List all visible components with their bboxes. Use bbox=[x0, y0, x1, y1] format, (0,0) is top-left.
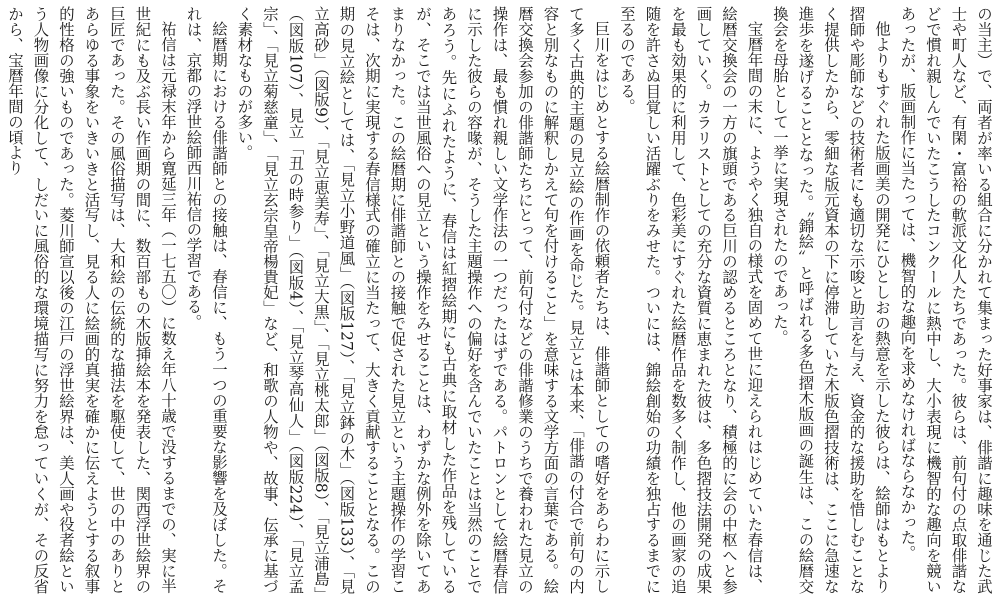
paragraph-1: の当主）で、両者が率いる組合に分かれて集まった好事家は、俳諧に趣味を通じた武士や町人など、有閑・富裕の軟派文化人たちであった。彼らは、前句付の点取俳諧などで慣れ親しんでいたこうしたコンクールに熱中し、大小表現に機智的な趣向を競いあったが、版画制作に当たっては、機智的な趣向を求めなければならなかった。 bbox=[898, 6, 993, 594]
paragraph-5: 絵暦期における俳諧師との接触は、春信に、もう一つの重要な影響を及ぼした。それは、京都の浮世絵師西川祐信の学習である。 bbox=[184, 6, 228, 594]
paragraph-3: 宝暦年間の末に、ようやく独自の様式を固めて世に迎えられはじめていた春信は、絵暦交換会の一方の旗頭である巨川の認めるところとなり、積極的に会の中枢へと参画していく。カラリストとしての充分な資質に恵まれた彼は、多色摺技法開発の成果を最も効果的に利用して、色彩美にすぐれた絵暦作品を数多く制作し、他の画家の追随を許さぬ目覚しい活躍ぶりをみせた。ついには、錦絵創始の功績を独占するまでに至るのである。 bbox=[618, 6, 764, 594]
paragraph-2: 他よりもすぐれた版画美の開発にひとしおの熱意を示した彼らは、絵師はもとより摺師や彫師などの技術者にも適切な示唆と助言を与え、資金的な援助を惜しむことなく提供したから、零細な版元資本の下に停滞していた木版色摺技術は、ここに急速な進歩を遂げることとなった。〝錦絵〟と呼ばれる多色摺木版画の誕生は、この絵暦交換会を母胎として一挙に実現されたのであった。 bbox=[771, 6, 891, 594]
paragraph-6: 祐信は元禄末年から寛延三年（一七五〇）に数え年八十歳で没するまでの、実に半世紀にも及ぶ長い作画期の間に、数百部もの木版挿絵本を発表した、関西浮世絵界の巨匠であった。その風俗描写は、大和絵の伝統的な描法を駆使して、世の中のありとあらゆる事象をいきいきと活写し、見る人に絵画的真実を確かに伝えようとする叙事的性格の強いものであった。菱川師宣以後の江戸の浮世絵界は、美人画や役者絵という人物画像に分化して、しだいに風俗的な環境描写に努力を怠っていくが、その反省から、宝暦年間の頃より bbox=[6, 6, 177, 594]
vertical-text-body bbox=[4, 6, 996, 594]
paragraph-4: 巨川をはじめとする絵暦制作の依頼者たちは、俳諧師としての嗜好をあらわに示して多く古典的主題の見立絵の作画を命じた。見立とは本来、「俳諧の付合で前句の内容と別なものに解釈しかえて句を付けること」を意味する文学方面の言葉である。絵暦交換会参加の俳諧師たちにとって、前句付などの俳諧修業のうちで養われた見立の操作は、最も慣れ親しい文学作法の一つだったはずである。パトロンとして絵暦春信に示した彼らの容喙が、そうした主題操作への偏好を含んでいたことは当然のことであろう。先にふれたように、春信は紅摺絵期にも古典に取材した作品を残しているが、そこでは当世風俗への見立という操作をみせることは、わずかな例外を除いてあまりなかった。この絵暦期に俳諧師との接触で促された見立という主題操作の学習こそは、次期に実現する春信様式の確立に当たって、大きく貢献することとなる。この期の見立絵としては、「見立小野道風」（図版127）、「見立鉢の木」（図版133）、「見立高砂」（図版9）、「見立恵美寿」、「見立大黒」、「見立桃太郎」（図版8）、「見立浦島」（図版107）、見立「丑の時参り」（図版4）、「見立琴高仙人」（図版224）、「見立孟宗」、「見立菊慈童」、「見立玄宗皇帝楊貴妃」など、和歌の人物や、故事、伝承に基づく素材なものが多い。 bbox=[235, 6, 611, 594]
